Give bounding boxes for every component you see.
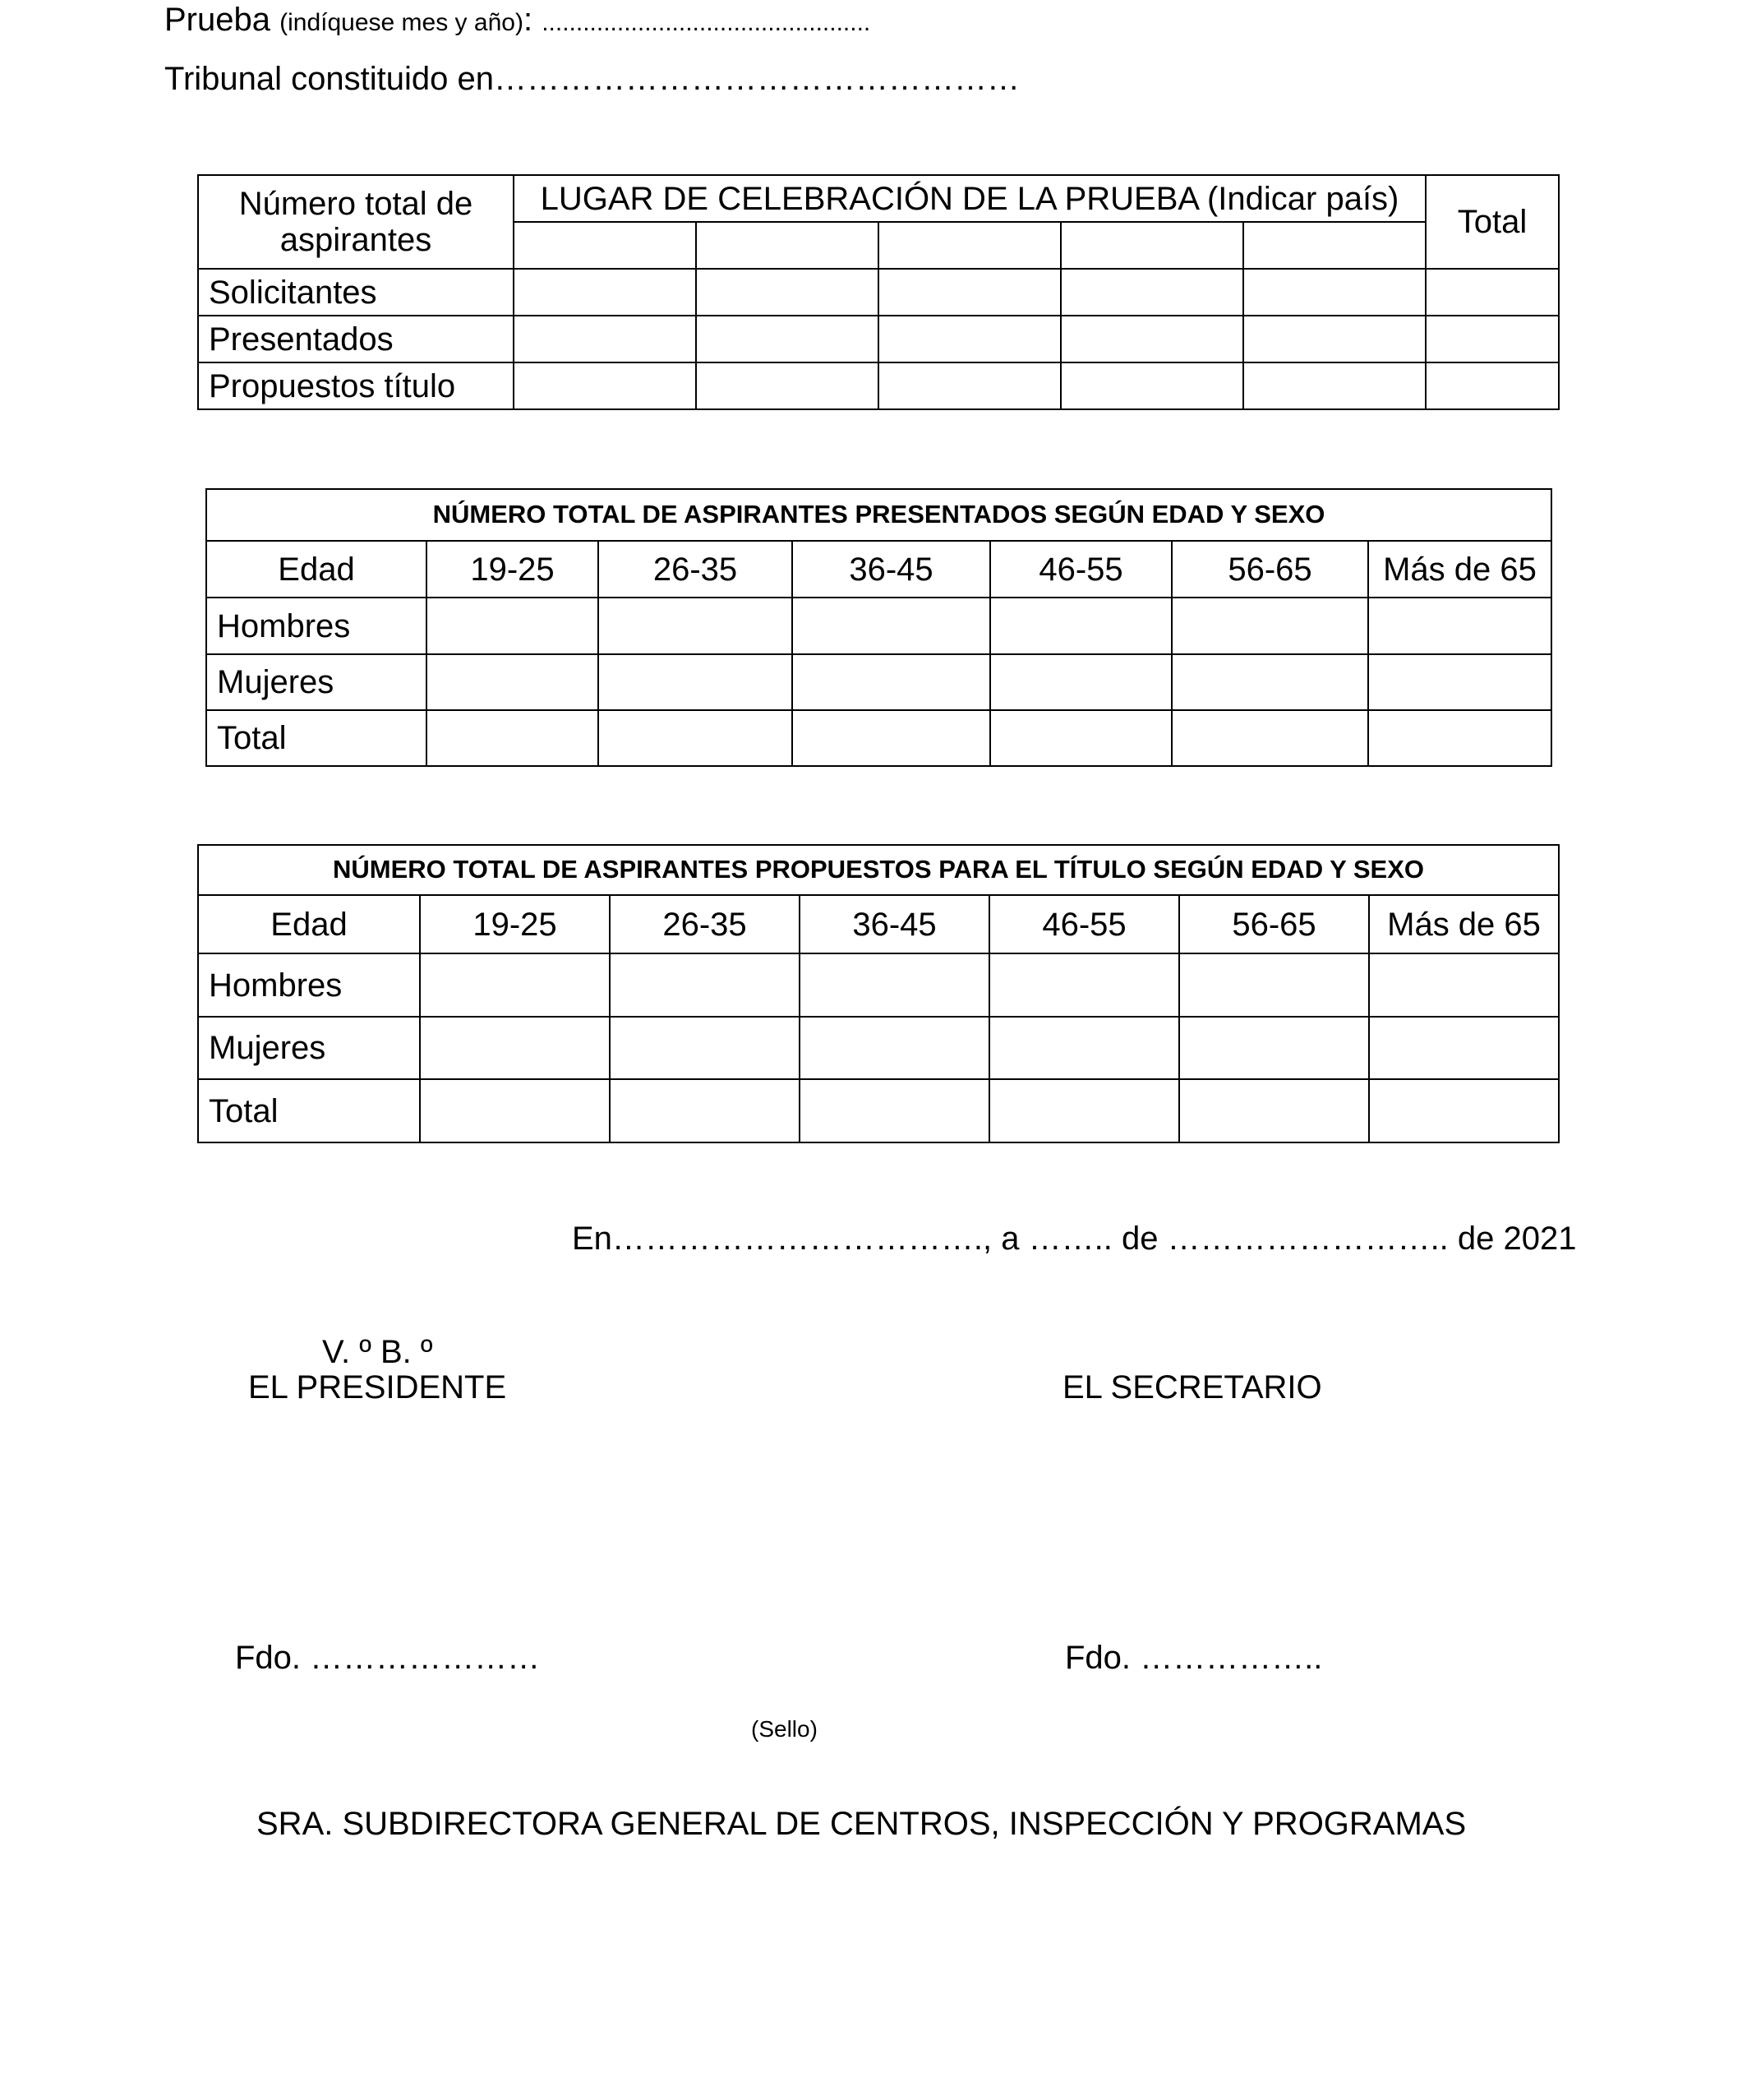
fdo-secretario: Fdo. …………….. — [1065, 1640, 1323, 1676]
table-row — [198, 316, 1559, 362]
data-cell[interactable] — [1243, 362, 1426, 409]
addressee: SRA. SUBDIRECTORA GENERAL DE CENTROS, INSPECCIÓN Y PROGRAMAS — [256, 1806, 1467, 1842]
data-cell[interactable] — [598, 598, 792, 654]
table-row — [206, 598, 1551, 654]
row-label-solicitantes: Solicitantes — [198, 269, 514, 316]
prueba-hint: (indíquese mes y año) — [279, 9, 523, 36]
col-header-46-55: 46-55 — [989, 895, 1179, 953]
data-cell[interactable] — [792, 654, 990, 710]
data-cell[interactable] — [1061, 316, 1243, 362]
presentados-title: NÚMERO TOTAL DE ASPIRANTES PRESENTADOS SEGÚN EDAD Y SEXO — [206, 489, 1551, 541]
data-cell[interactable] — [792, 710, 990, 766]
prueba-line — [164, 2, 870, 39]
col-header-mas-de-65: Más de 65 — [1368, 541, 1551, 598]
pais-cell[interactable] — [878, 222, 1061, 269]
data-cell[interactable] — [1426, 316, 1559, 362]
data-cell[interactable] — [1179, 953, 1369, 1017]
data-cell[interactable] — [990, 710, 1172, 766]
pais-cell[interactable] — [514, 222, 696, 269]
total-header: Total — [1426, 175, 1559, 269]
row-label-propuestos: Propuestos título — [198, 362, 514, 409]
data-cell[interactable] — [598, 654, 792, 710]
table-row — [206, 654, 1551, 710]
col-header-26-35: 26-35 — [598, 541, 792, 598]
data-cell[interactable] — [514, 362, 696, 409]
table-row — [198, 362, 1559, 409]
presentados-table — [205, 488, 1552, 767]
prueba-fill-dots: ................................................ — [542, 9, 871, 36]
propuestos-title: NÚMERO TOTAL DE ASPIRANTES PROPUESTOS PARA EL TÍTULO SEGÚN EDAD Y SEXO — [198, 845, 1559, 895]
data-cell[interactable] — [420, 953, 610, 1017]
prueba-label: Prueba — [164, 2, 270, 38]
data-cell[interactable] — [696, 362, 878, 409]
data-cell[interactable] — [610, 953, 800, 1017]
data-cell[interactable] — [1368, 654, 1551, 710]
col-header-edad: Edad — [198, 895, 420, 953]
data-cell[interactable] — [598, 710, 792, 766]
table-row — [198, 1079, 1559, 1142]
data-cell[interactable] — [610, 1017, 800, 1079]
data-cell[interactable] — [989, 1079, 1179, 1142]
data-cell[interactable] — [426, 710, 598, 766]
row-label-total: Total — [198, 1079, 420, 1142]
tribunal-label: Tribunal constituido en — [164, 61, 494, 97]
data-cell[interactable] — [420, 1017, 610, 1079]
col-header-56-65: 56-65 — [1179, 895, 1369, 953]
lugar-header: LUGAR DE CELEBRACIÓN DE LA PRUEBA (Indicar país) — [514, 175, 1426, 222]
data-cell[interactable] — [990, 654, 1172, 710]
data-cell[interactable] — [514, 269, 696, 316]
pais-cell[interactable] — [1061, 222, 1243, 269]
data-cell[interactable] — [426, 654, 598, 710]
table-row — [206, 710, 1551, 766]
date-line: En……………………………., a …….. de …………………….. de 2021 — [572, 1221, 1577, 1257]
data-cell[interactable] — [1243, 269, 1426, 316]
table-row — [198, 953, 1559, 1017]
data-cell[interactable] — [989, 1017, 1179, 1079]
data-cell[interactable] — [514, 316, 696, 362]
table-row — [198, 269, 1559, 316]
col-header-19-25: 19-25 — [426, 541, 598, 598]
lugar-table — [197, 174, 1560, 410]
row-label-total: Total — [206, 710, 426, 766]
pais-cell[interactable] — [696, 222, 878, 269]
data-cell[interactable] — [1172, 710, 1368, 766]
row-label-presentados: Presentados — [198, 316, 514, 362]
col-header-46-55: 46-55 — [990, 541, 1172, 598]
data-cell[interactable] — [1368, 598, 1551, 654]
data-cell[interactable] — [1061, 362, 1243, 409]
data-cell[interactable] — [1061, 269, 1243, 316]
table-row — [198, 1017, 1559, 1079]
data-cell[interactable] — [1369, 953, 1559, 1017]
prueba-colon: : — [523, 2, 533, 38]
data-cell[interactable] — [696, 269, 878, 316]
data-cell[interactable] — [1179, 1017, 1369, 1079]
data-cell[interactable] — [1369, 1017, 1559, 1079]
aspirantes-corner-header: Número total de aspirantes — [198, 175, 514, 269]
row-label-hombres: Hombres — [206, 598, 426, 654]
sello-label: (Sello) — [751, 1716, 818, 1742]
tribunal-line — [164, 61, 1020, 98]
data-cell[interactable] — [878, 316, 1061, 362]
data-cell[interactable] — [800, 953, 989, 1017]
col-header-26-35: 26-35 — [610, 895, 800, 953]
row-label-hombres: Hombres — [198, 953, 420, 1017]
secretario-label: EL SECRETARIO — [1062, 1369, 1322, 1405]
presidente-label: EL PRESIDENTE — [248, 1369, 507, 1405]
data-cell[interactable] — [1243, 316, 1426, 362]
fdo-presidente: Fdo. ………………… — [235, 1640, 541, 1676]
data-cell[interactable] — [878, 362, 1061, 409]
data-cell[interactable] — [420, 1079, 610, 1142]
data-cell[interactable] — [1426, 269, 1559, 316]
col-header-19-25: 19-25 — [420, 895, 610, 953]
data-cell[interactable] — [696, 316, 878, 362]
data-cell[interactable] — [990, 598, 1172, 654]
col-header-36-45: 36-45 — [792, 541, 990, 598]
data-cell[interactable] — [1172, 654, 1368, 710]
col-header-36-45: 36-45 — [800, 895, 989, 953]
row-label-mujeres: Mujeres — [198, 1017, 420, 1079]
data-cell[interactable] — [1179, 1079, 1369, 1142]
data-cell[interactable] — [610, 1079, 800, 1142]
data-cell[interactable] — [1426, 362, 1559, 409]
col-header-edad: Edad — [206, 541, 426, 598]
data-cell[interactable] — [792, 598, 990, 654]
data-cell[interactable] — [1368, 710, 1551, 766]
data-cell[interactable] — [1172, 598, 1368, 654]
data-cell[interactable] — [426, 598, 598, 654]
data-cell[interactable] — [1369, 1079, 1559, 1142]
col-header-mas-de-65: Más de 65 — [1369, 895, 1559, 953]
data-cell[interactable] — [878, 269, 1061, 316]
vobo-label: V. º B. º — [322, 1334, 433, 1370]
data-cell[interactable] — [800, 1017, 989, 1079]
col-header-56-65: 56-65 — [1172, 541, 1368, 598]
data-cell[interactable] — [800, 1079, 989, 1142]
data-cell[interactable] — [989, 953, 1179, 1017]
tribunal-fill-dots: ………………………………………… — [493, 61, 1020, 97]
pais-cell[interactable] — [1243, 222, 1426, 269]
row-label-mujeres: Mujeres — [206, 654, 426, 710]
propuestos-table — [197, 844, 1560, 1143]
